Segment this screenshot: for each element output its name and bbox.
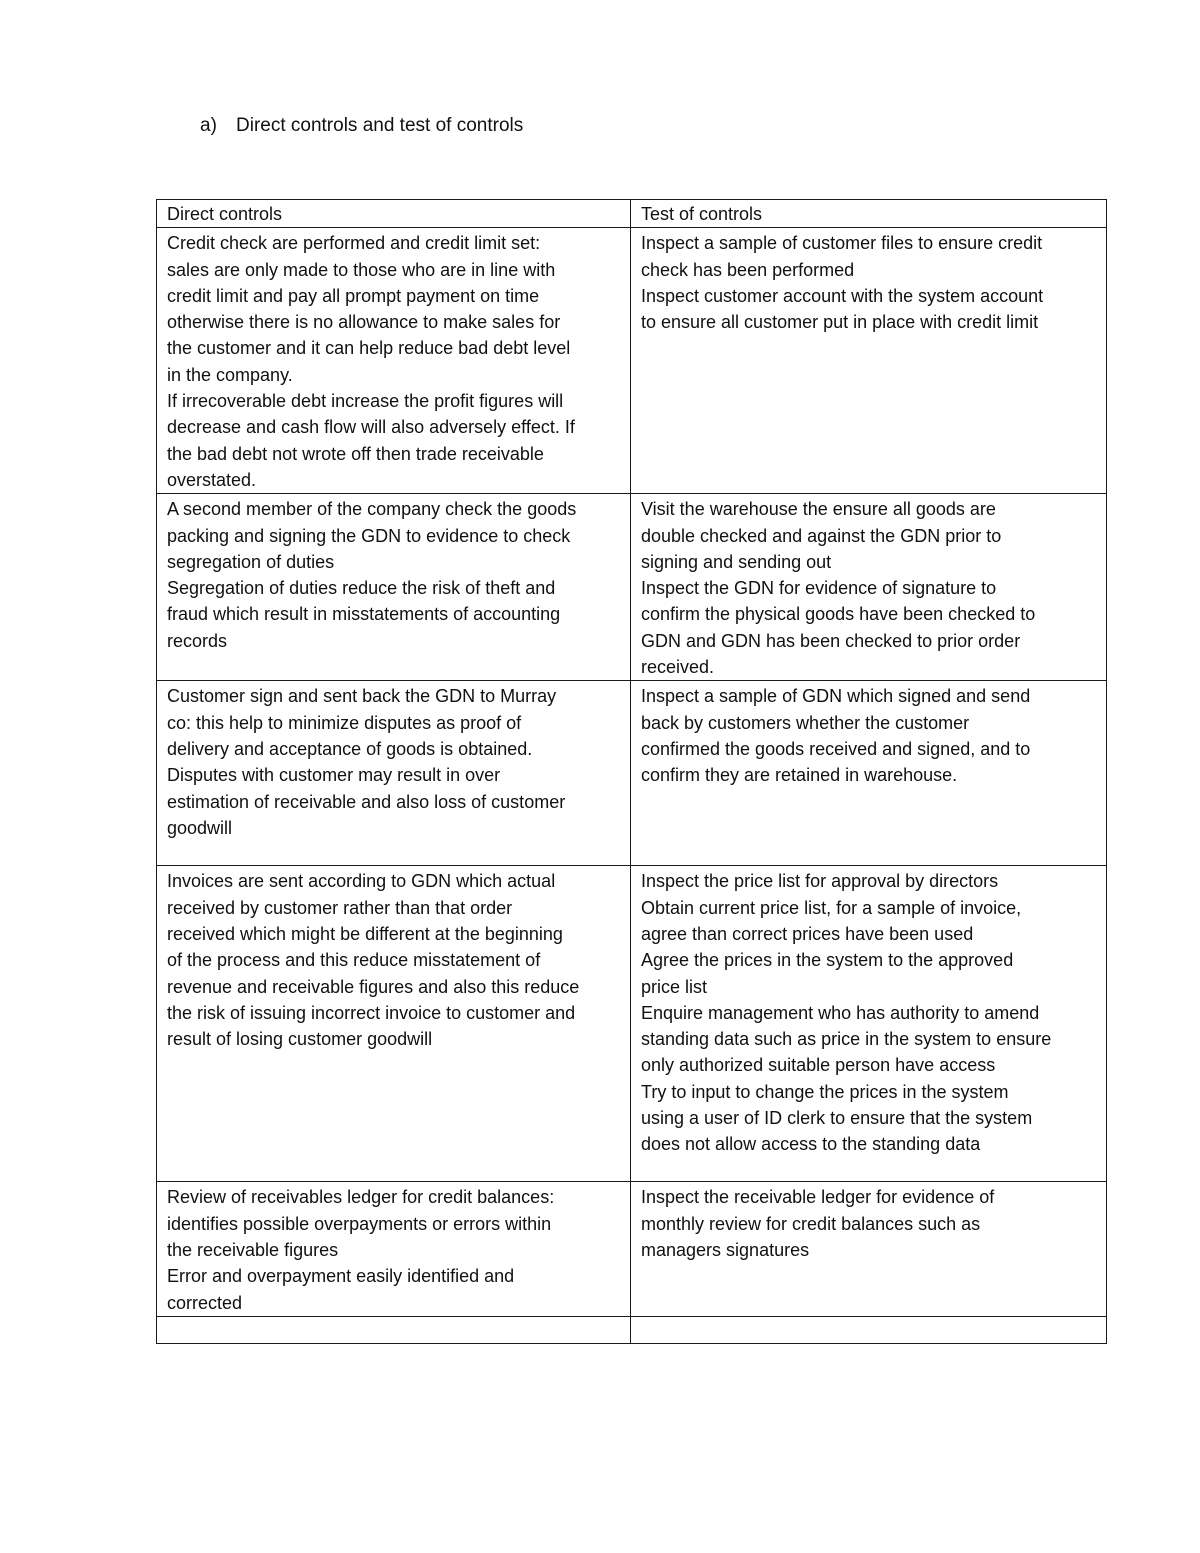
test-of-control-cell — [631, 1182, 1107, 1316]
test-of-control-cell — [631, 681, 1107, 866]
cell-line: back by customers whether the customer — [641, 712, 970, 733]
heading-text: Direct controls and test of controls — [236, 115, 524, 136]
header-test-of-controls: Test of controls — [631, 200, 1107, 228]
cell-line: overstated. — [167, 469, 257, 490]
direct-control-cell — [157, 1182, 631, 1316]
cell-line: Agree the prices in the system to the approved — [641, 950, 1014, 971]
cell-line: confirm they are retained in warehouse. — [641, 765, 958, 786]
controls-table — [156, 199, 1107, 1344]
cell-line: Inspect the GDN for evidence of signature to — [641, 578, 997, 599]
cell-line: co: this help to minimize disputes as proof of — [167, 712, 522, 733]
cell-line: If irrecoverable debt increase the profit figures will — [167, 391, 564, 412]
cell-line: records — [167, 630, 228, 651]
cell-line: the receivable figures — [167, 1239, 339, 1260]
cell-line: GDN and GDN has been checked to prior order — [641, 630, 1021, 651]
cell-line: segregation of duties — [167, 551, 335, 572]
cell-line: managers signatures — [641, 1239, 810, 1260]
cell-line: does not allow access to the standing data — [641, 1134, 981, 1155]
cell-line: standing data such as price in the system to ensure — [641, 1029, 1052, 1050]
direct-control-cell — [157, 681, 631, 866]
cell-line: Try to input to change the prices in the system — [641, 1081, 1009, 1102]
list-marker: a) — [200, 115, 217, 136]
header-direct-controls: Direct controls — [157, 200, 631, 228]
test-of-control-cell — [631, 494, 1107, 681]
table-row — [157, 1182, 1107, 1316]
cell-line: A second member of the company check the goods — [167, 499, 577, 520]
cell-line: Error and overpayment easily identified and — [167, 1266, 515, 1287]
test-of-control-cell — [631, 228, 1107, 494]
direct-control-cell — [157, 866, 631, 1182]
cell-line: identifies possible overpayments or errors within — [167, 1213, 552, 1234]
direct-control-cell — [157, 1316, 631, 1343]
cell-line: Inspect a sample of GDN which signed and send — [641, 686, 1031, 707]
cell-line: only authorized suitable person have access — [641, 1055, 996, 1076]
cell-line: Enquire management who has authority to amend — [641, 1002, 1040, 1023]
cell-line: otherwise there is no allowance to make sales for — [167, 312, 561, 333]
cell-line: received. — [641, 657, 715, 678]
cell-line: decrease and cash flow will also adversely effect. If — [167, 417, 575, 438]
cell-line: estimation of receivable and also loss of customer — [167, 791, 566, 812]
cell-line: the bad debt not wrote off then trade receivable — [167, 443, 544, 464]
cell-line: packing and signing the GDN to evidence to check — [167, 525, 571, 546]
cell-line: Inspect the receivable ledger for evidence of — [641, 1187, 995, 1208]
cell-line: the customer and it can help reduce bad debt level — [167, 338, 571, 359]
cell-line: Customer sign and sent back the GDN to Murray — [167, 686, 557, 707]
cell-line: Review of receivables ledger for credit balances: — [167, 1187, 555, 1208]
cell-line: Segregation of duties reduce the risk of theft and — [167, 578, 556, 599]
table-row — [157, 494, 1107, 681]
cell-line: check has been performed — [641, 259, 855, 280]
cell-line: Invoices are sent according to GDN which actual — [167, 871, 556, 892]
cell-line: Inspect a sample of customer files to ensure credit — [641, 233, 1043, 254]
direct-control-cell — [157, 494, 631, 681]
cell-line: result of losing customer goodwill — [167, 1029, 433, 1050]
cell-line: Obtain current price list, for a sample of invoice, — [641, 897, 1022, 918]
table-header-row — [157, 200, 1107, 228]
cell-line: Inspect the price list for approval by directors — [641, 871, 999, 892]
cell-line: revenue and receivable figures and also this reduce — [167, 976, 580, 997]
cell-line: using a user of ID clerk to ensure that the system — [641, 1108, 1033, 1129]
test-of-control-cell — [631, 1316, 1107, 1343]
cell-line: Visit the warehouse the ensure all goods are — [641, 499, 996, 520]
cell-line: the risk of issuing incorrect invoice to customer and — [167, 1002, 576, 1023]
cell-line: corrected — [167, 1292, 243, 1313]
cell-line: Credit check are performed and credit limit set: — [167, 233, 541, 254]
cell-line: in the company. — [167, 364, 293, 385]
cell-line: double checked and against the GDN prior to — [641, 525, 1002, 546]
cell-line: confirmed the goods received and signed, and to — [641, 738, 1031, 759]
cell-line: received which might be different at the beginning — [167, 923, 563, 944]
cell-line: signing and sending out — [641, 551, 832, 572]
cell-line: sales are only made to those who are in line with — [167, 259, 556, 280]
table-row-empty — [157, 1316, 1107, 1343]
direct-control-cell — [157, 228, 631, 494]
cell-line: credit limit and pay all prompt payment on time — [167, 285, 540, 306]
cell-line: goodwill — [167, 817, 233, 838]
cell-line: monthly review for credit balances such as — [641, 1213, 981, 1234]
cell-line: Inspect customer account with the system account — [641, 285, 1044, 306]
cell-line: of the process and this reduce misstatement of — [167, 950, 541, 971]
cell-line: received by customer rather than that order — [167, 897, 513, 918]
table-row — [157, 228, 1107, 494]
cell-line: agree than correct prices have been used — [641, 923, 974, 944]
cell-line: to ensure all customer put in place with credit limit — [641, 312, 1039, 333]
cell-line: Disputes with customer may result in over — [167, 765, 501, 786]
cell-line: delivery and acceptance of goods is obtained. — [167, 738, 533, 759]
table-row — [157, 681, 1107, 866]
cell-line: confirm the physical goods have been checked to — [641, 604, 1036, 625]
cell-line: fraud which result in misstatements of accounting — [167, 604, 561, 625]
cell-line: price list — [641, 976, 708, 997]
section-heading — [200, 113, 523, 139]
test-of-control-cell — [631, 866, 1107, 1182]
table-row — [157, 866, 1107, 1182]
